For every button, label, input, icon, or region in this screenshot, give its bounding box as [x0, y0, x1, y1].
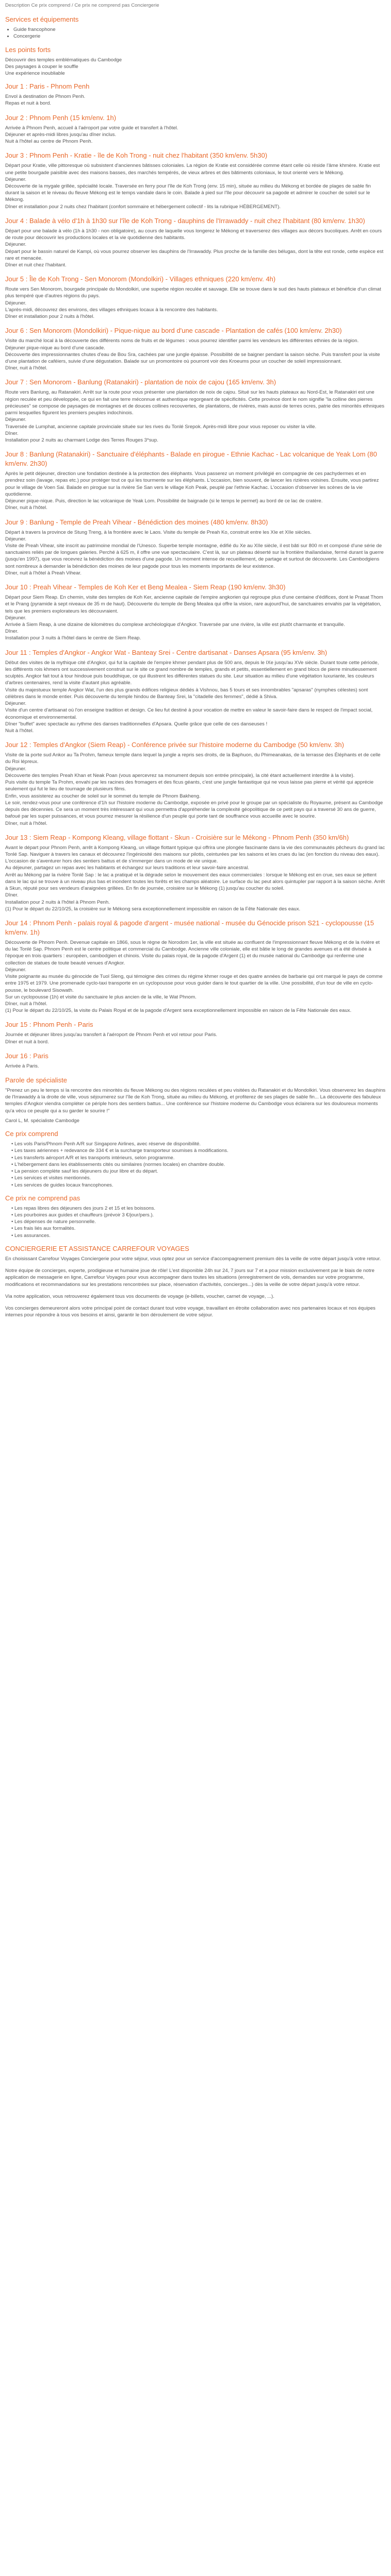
- day-text: Sur un cyclopousse (1h) et visite du sanctuaire le plus ancien de la ville, le Wat Phnom.: [5, 994, 197, 1000]
- day-text: Dîner.: [5, 892, 19, 899]
- includes-item: • L'hébergement dans les établissements cités ou similaires (normes locales) en chambre double.: [11, 1161, 386, 1168]
- itinerary-day: [5, 833, 386, 912]
- day-text: Route vers Sen Monorom, bourgade principale du Mondolkiri, une superbe région reculée et sauvage. Elle se trouve dans le sud des hauts plateaux et bénéficie d'un climat plus tempéré que d'autres régions du pays.: [5, 286, 381, 299]
- concierge-text: [5, 1256, 386, 1319]
- excludes-section: [5, 1194, 386, 1239]
- itinerary-day: [5, 518, 386, 577]
- day-text: (1) Pour le départ du 22/10/25, la croisière sur le Mékong sera exceptionnellement impossible en raison de la Fête Nationale des eaux.: [5, 906, 301, 912]
- day-title: Jour 15 : Phnom Penh - Paris: [5, 1021, 93, 1029]
- day-text: L'après-midi, découvrez des environs, des villages ethniques locaux à la rencontre des habitants.: [5, 307, 218, 313]
- day-title: Jour 5 : Île de Koh Trong - Sen Monorom (Mondolkiri) - Villages ethniques (220 km/env. 4h): [5, 275, 276, 283]
- highlight-line: Une expérience inoubliable: [5, 71, 65, 77]
- service-item: • Concergerie: [13, 33, 386, 40]
- day-text: Dîner.: [5, 629, 19, 635]
- day-text: Dîner, nuit à l'hôtel.: [5, 505, 47, 511]
- day-text: Arrivée à Paris.: [5, 1063, 39, 1069]
- excludes-item: • Les frais liés aux formalités.: [11, 1225, 386, 1232]
- day-text: Déjeuner.: [5, 242, 27, 248]
- itinerary-day: [5, 216, 386, 268]
- day-text: Découverte de Phnom Penh. Devenue capitale en 1866, sous le règne de Norodom 1er, la ville est située au confluent de l'impressionnant fleuve Mékong et de la rivière et du lac Tonlé Sap. Phnom Penh est le centre politique et commercial du Cambodge. Ancienne ville coloniale, elle est bâtie le long de grandes avenues et a été divisée à l'époque en trois quartiers : européen, cambodgien et chinois. Visite du palais royal, de la pagode d'Argent (1) et du musée national du Cambodge qui renferme une collection de statues de toute beauté venues d'Angkor.: [5, 939, 380, 966]
- specialist-quote: "Prenez un peu le temps si la rencontre des minorités du fleuve Mékong ou des régions reculées et peu visitées du Ratanakiri et du Mondolkiri. Vous observerez les dauphins de l'Irrawaddy à la droite de ville, vous séjournerez sur l'île de Koh Trong, située au milieu du Mékong, et profiterez de ses plages de sable fin... La découverte des fabuleux temples d'Angkor viendra compléter ce périple hors des sentiers battus... Une conférence sur l'histoire moderne du Cambodge vous éclairera sur les douloureux moments qu'a vécu ce peuple qui a su garder le sourire !": [5, 1088, 386, 1114]
- excludes-list: [11, 1205, 386, 1239]
- day-text: Le soir, rendez-vous pour une conférence d'1h sur l'histoire moderne du Cambodge, exposée en privé pour le groupe par un spécialiste du Royaume, présent au Cambodge depuis des décennies. Ce sera un moment très intéressant qui vous permettra d'appréhender la complexité géopolitique de ce petit pays qui a traversé 30 ans de guerre, bafoué par les super puissances, et vous pourrez mesurer la résilience d'un peuple qui porte tant de souffrance vous accueille avec le sourire.: [5, 800, 383, 820]
- includes-item: • Les vols Paris/Phnom Penh A/R sur Singapore Airlines, avec réserve de disponibilité.: [11, 1141, 386, 1147]
- highlight-line: Des paysages à couper le souffle: [5, 63, 78, 70]
- day-text: Journée et déjeuner libres jusqu'au transfert à l'aéroport de Phnom Penh et vol retour pour Paris.: [5, 1032, 218, 1038]
- day-title: Jour 1 : Paris - Phnom Penh: [5, 82, 90, 91]
- day-text: Déjeuner.: [5, 300, 27, 306]
- concierge-heading: CONCIERGERIE ET ASSISTANCE CARREFOUR VOYAGES: [5, 1244, 189, 1252]
- concierge-paragraph: Via notre application, vous retrouverez également tous vos documents de voyage (e-billets, voucher, carnet de voyage, ...).: [5, 1293, 274, 1299]
- day-text: Déjeuner.: [5, 536, 27, 542]
- day-text: Visite du marché local à la découverte des différents noms de fruits et de légumes : vous pourrez identifier parmi les vendeurs les différentes ethnies de la région.: [5, 338, 359, 344]
- day-text: Installation pour 2 nuits à l'hôtel à Phnom Penh.: [5, 899, 110, 905]
- day-title: Jour 4 : Balade à vélo d'1h à 1h30 sur l'île de Koh Trong - dauphins de l'Irrawaddy - nuit chez l'habitant (80 km/env. 1h30): [5, 216, 365, 225]
- day-text: Dîner et installation pour 2 nuits à l'hôtel.: [5, 314, 95, 320]
- tab-line: Description Ce prix comprend / Ce prix ne comprend pas Conciergerie: [5, 3, 159, 8]
- day-text: Déjeuner pique-nique. Puis, direction le lac volcanique de Yeak Lom. Possibilité de baignade (si le temps le permet) au bord de ce lac de cratère.: [5, 498, 323, 504]
- day-text: Dîner, nuit à l'hôtel.: [5, 365, 47, 371]
- services-heading: Services et équipements: [5, 15, 79, 24]
- includes-item: • Les taxes aériennes + redevance de 334 € et la surcharge transporteur soumises à modifications.: [11, 1147, 386, 1154]
- itinerary-day: [5, 1020, 386, 1045]
- day-text: Avant le départ pour Phnom Penh, arrêt à Kompong Kleang, un village flottant typique qui offrira une plongée fascinante dans la vie des communautés pêcheurs du grand lac Tonlé Sap. Naviguer à travers les canaux et découvrez l'ingéniosité des maisons sur pilotis, ceinturées par les saisons et les crues du lac (en fonction du niveau des eaux). L'occasion de s'aventurer hors des sentiers battus et de s'immerger dans un mode de vie unique.: [5, 844, 385, 865]
- itinerary-day: [5, 583, 386, 642]
- excludes-item: • Les pourboires aux guides et chauffeurs (prévoir 3 €/jour/pers.).: [11, 1212, 386, 1218]
- day-text: Découverte de la mygale grillée, spécialité locale. Traversée en ferry pour l'île de Koh Trong (env. 15 min), située au milieu du Mékong et bordée de plages de sable fin durant la saison et le niveau du fleuve Mékong est le temps vandale dans le coin. Balade à pied sur l'île pour découvrir sa pagode et admirer le coucher de soleil sur le Mékong.: [5, 183, 371, 203]
- day-text: Découverte des impressionnantes chutes d'eau de Bou Sra, cachées par une jungle épaisse. Possibilité de se baigner pendant la saison sèche. Puis transfert pour la visite d'une plantation de caféiers, suivie d'une dégustation. Balade sur un promontoire où pourront voir des Kroeums pour un coucher de soleil impressionnant.: [5, 351, 380, 364]
- services-section: [5, 15, 386, 40]
- itinerary-day: [5, 648, 386, 735]
- itinerary: [5, 82, 386, 1070]
- concierge-paragraph: Notre équipe de concierges, experte, prodigieuse et humaine joue de rôle! L'est disponible 24h sur 24, 7 jours sur 7 et a pour mission exclusivement par le biais de notre application de messagerie en ligne, Carrefour Voyages pour vous accompagner dans toutes les situations (enregistrement de vols, demandes sur votre programme, modifications et recommandations sur les prestations rencontrées sur place, réservation d'activités, concierges...) dès la veille de votre départ jusqu'à votre retour.: [5, 1268, 374, 1287]
- day-text: Route vers Banlung, au Ratanakiri. Arrêt sur la route pour vous présenter une plantation de noix de cajou. Situé sur les hauts plateaux au Nord-Est, le Ratanakiri est une région reculée et peu développée, ce qui en fait une terre méconnue et authentique regorgeant de spécificités. Cette province dont le nom signifie "la colline des pierres précieuses" se compose de paysages de montagnes et de douces collines recouvertes, de plantations, de rivières, mais aussi de terres ocres, patrie des minorités ethniques parmi lesquelles figurent les premiers peuples indochinois.: [5, 389, 385, 416]
- includes-item: • Les transferts aéroport A/R et les transports intérieurs, selon programme.: [11, 1155, 386, 1161]
- day-title: Jour 11 : Temples d'Angkor - Angkor Wat - Banteay Srei - Centre dartisanat - Danses Apsara (95 km/env. 3h): [5, 648, 328, 656]
- itinerary-day: [5, 919, 386, 1014]
- day-text: Dîner, nuit à l'hôtel.: [5, 1001, 47, 1007]
- day-text: Repas et nuit à bord.: [5, 100, 52, 107]
- day-text: (1) Pour le départ du 22/10/25, la visite du Palais Royal et de la pagode d'Argent sera exceptionnellement impossible en raison de la Fête Nationale des eaux.: [5, 1008, 352, 1014]
- concierge-section: [5, 1244, 386, 1319]
- includes-list: [11, 1141, 386, 1189]
- itinerary-day: [5, 450, 386, 511]
- specialist-signature: Carol L, M. spécialiste Cambodge: [5, 1117, 79, 1124]
- includes-item: • Les services et visites mentionnés.: [11, 1175, 386, 1181]
- service-item: • Guide francophone: [13, 26, 386, 33]
- day-text: Déjeuner.: [5, 176, 27, 182]
- day-text: Arrêt au Mékong par la rivière Tonlé Sap : le lac a pratiqué et la dégrade selon le mouvement des eaux commerciales : lorsque le Mékong est en crue, ses eaux se jettent dans le lac qui se trouve à un niveau plus bas et inondent toutes les forêts et les champs aléatoire. Le surface du lac peut alors quintupler par rapport à la saison sèche. Arrêt à Skun, réputé pour ses vendeurs d'araignées grillées. En fin de journée, croisière sur le Mékong (1) jusqu'au coucher du soleil.: [5, 872, 385, 892]
- day-title: Jour 16 : Paris: [5, 1052, 48, 1060]
- day-text: Dîner.: [5, 430, 19, 436]
- concierge-paragraph: Vos concierges demeureront alors votre principal point de contact durant tout votre voyage, travaillant en étroite collaboration avec nos partenaires locaux et nos équipes internes pour répondre à tous vos besoins et ainsi, garantir le bon déroulement de votre séjour.: [5, 1305, 376, 1318]
- day-text: Déjeuner.: [5, 615, 27, 621]
- day-text: Dîner et nuit à bord.: [5, 1039, 49, 1045]
- day-text: Visite d'un centre d'artisanat où l'on enseigne tradition et design. Ce lieu fut destiné à pour vocation de mettre en valeur le savoir-faire dans le respect de l'impact social, économique et environnemental.: [5, 707, 373, 720]
- day-text: Après le petit déjeuner, direction une fondation destinée à la protection des éléphants. Vous passerez un moment privilégié en compagnie de ces pachydermes et en prendrez soin (lavage, repas etc.) pour protéger tout ce qui les tourmente sur les éléphants. L'occasion, bien souvent, de lancer les rizières voisines. Ensuite, vous partirez pour le village de Voen Sai. Balade en pirogue sur la rivière Se San vers le village Koh Peak, peuplé par l'ethnie Kachac. L'occasion d'observer les scènes de la vie quotidienne.: [5, 471, 379, 497]
- day-text: Installation pour 2 nuits au charmant Lodge des Terres Rouges 3*sup.: [5, 437, 158, 444]
- day-text: Déjeuner.: [5, 967, 27, 973]
- day-text: Visite du majestueux temple Angkor Wat, l'un des plus grands édifices religieux dédiés à Vishnou, bas 5 tours et ses innombrables "apsaras" (nymphes célestes) sont célèbres dans le monde entier. Puis découverte du temple hindou de Banteay Srei, la "citadelle des femmes", dédié à Shiva.: [5, 687, 368, 700]
- day-text: Dîner et installation pour 2 nuits chez l'habitant (confort sommaire et hébergement collectif - lits la rubrique HÉBERGEMENT).: [5, 204, 281, 210]
- includes-heading: Ce prix comprend: [5, 1130, 58, 1138]
- day-text: Traversée de Lumphat, ancienne capitale provinciale située sur les rives du Tonlé Srepok. Après-midi libre pour vous reposer ou visiter la ville.: [5, 423, 317, 430]
- itinerary-day: [5, 151, 386, 210]
- itinerary-day: [5, 82, 386, 107]
- day-text: Arrivée à Phnom Penh, accueil à l'aéroport par votre guide et transfert à l'hôtel.: [5, 125, 178, 131]
- day-text: Départ pour le bassin naturel de Kampi, où vous pourrez observer les dauphins de l'Irrawaddy. Plus proche de la famille des bélugas, dont la tête est ronde, cette espèce est rare et menacée.: [5, 248, 384, 261]
- specialist-heading: Parole de spécialiste: [5, 1076, 67, 1084]
- day-text: Visite poignante au musée du génocide de Tuol Sleng, qui témoigne des crimes du régime khmer rouge et des quatre années de barbarie qui ont marqué le pays de comme entre 1975 et 1979. Une promenade cyclo-taxi transporte en un cyclopousse pour vous guider dans le tout quartier de la ville. Une possibilité, d'un tour de ville en cyclo-pousse, le boulevard Sisowath.: [5, 974, 383, 993]
- day-text: Déjeuner pique-nique au bord d'une cascade.: [5, 345, 105, 351]
- itinerary-day: [5, 1052, 386, 1070]
- day-text: Enfin, vous assisterez au coucher de soleil sur le sommet du temple de Phnom Bakheng.: [5, 793, 201, 799]
- day-text: Dîner, nuit à l'hôtel.: [5, 820, 47, 826]
- day-text: Départ pour Kratie, ville pittoresque où subsistent d'anciennes bâtisses coloniales. La région de Kratie est considérée comme étant celle où réside l'âme khmère. Kratie est une petite bourgade paisible avec des maisons basses, des marchés tempérés, de vieux arbres et des bâtiments coloniaux, le tout orienté vers le Mékong.: [5, 163, 380, 176]
- day-text: Déjeuner.: [5, 766, 27, 772]
- day-text: Départ à travers la province de Stung Treng, à la frontière avec le Laos. Visite du temple de Preah Ko, construit entre les XIe et XIIe siècles.: [5, 529, 312, 535]
- day-text: Visite de Preah Vihear, site inscrit au patrimoine mondial de l'Unesco. Superbe temple montagne, édifié du Xe au XIIe siècle, il est bâti sur 800 m et composé d'une série de sanctuaires reliés par de longues galeries. Perché à 625 m, il offre une vue spectaculaire. C'est là, sur un plateau déserté sur la frontière thaïlandaise, fermé durant la guerre (jusqu'en 1997), que vous recevrez la bénédiction des moines d'une pagode. Un moment intense de recueillement, de partage et surtout de découverte. Les Cambodgiens sont nombreux à demander la bénédiction des moines de leur pagode pour tous les moments importants de leur existence.: [5, 543, 384, 569]
- day-text: Nuit à l'hôtel au centre de Phnom Penh.: [5, 139, 93, 145]
- day-text: Au déjeuner, partagez un repas avec les habitants et échangez sur leurs traditions et leur savoir-faire ancestral.: [5, 865, 250, 871]
- itinerary-day: [5, 326, 386, 371]
- day-text: Puis visite du temple Ta Prohm, envahi par les racines des fromagers et des ficus géants, c'est une jungle fantastique qui ne vous laisse pas pierre et vérité qui apprécie seulement qui fut le lieu de tournage de plusieurs films.: [5, 779, 374, 792]
- day-title: Jour 6 : Sen Monorom (Mondolkiri) - Pique-nique au bord d'une cascade - Plantation de cafés (100 km/env. 2h30): [5, 327, 342, 335]
- day-text: Départ pour Siem Reap. En chemin, visite des temples de Koh Ker, ancienne capitale de l'empire angkorien qui regroupe plus d'une centaine d'édifices, dont le Prasat Thom et le Prang (pyramide à sept niveaux de 35 m de haut). Découverte du temple de Beng Mealea qui offre la vision, rare aujourd'hui, de sanctuaires envahis par la végétation, tels que les premiers explorateurs les découvraient.: [5, 595, 383, 614]
- day-title: Jour 9 : Banlung - Temple de Preah Vihear - Bénédiction des moines (480 km/env. 8h30): [5, 518, 268, 526]
- day-text: Découverte des temples Preah Khan et Neak Poan (vous apercevrez sa monument depuis son entrée principale), la cité étant actuellement interdite à la visite).: [5, 772, 355, 778]
- day-text: Visite de la porte sud Ankor au Ta Prohm, fameux temple dans lequel la jungle a repris ses droits, de la Baphuon, du Phimeanakas, de la terrasse des Éléphants et de celle du Roi lépreux.: [5, 752, 381, 765]
- includes-section: [5, 1129, 386, 1189]
- day-text: Départ pour une balade à vélo (1h à 1h30 - non obligatoire), au cours de laquelle vous longerez le Mékong et traverserez des villages aux décors bucoliques. Arrêt en cours de route pour découvrir les productions locales et la vie quotidienne des habitants.: [5, 228, 382, 241]
- day-text: Déjeuner.: [5, 701, 27, 707]
- day-text: Installation pour 3 nuits à l'hôtel dans le centre de Siem Reap.: [5, 635, 141, 641]
- day-text: Déjeuner.: [5, 417, 27, 423]
- day-title: Jour 14 : Phnom Penh - palais royal & pagode d'argent - musée national - musée du Génocide prison S21 - cyclopousse (15 km/env. 1h): [5, 919, 374, 936]
- day-title: Jour 8 : Banlung (Ratanakiri) - Sanctuaire d'éléphants - Balade en pirogue - Ethnie Kachac - Lac volcanique de Yeak Lom (80 km/env. 2h30): [5, 450, 377, 468]
- specialist-section: [5, 1076, 386, 1124]
- highlights-section: [5, 45, 386, 77]
- includes-item: • Les services de guides locaux francophones.: [11, 1182, 386, 1189]
- highlights-heading: Les points forts: [5, 45, 51, 54]
- day-text: Envol à destination de Phnom Penh.: [5, 94, 86, 100]
- day-text: Dîner "buffet" avec spectacle au rythme des danses traditionnelles d'Apsara. Quelle grâce que celle de ces danseuses !: [5, 721, 268, 727]
- day-title: Jour 7 : Sen Monorom - Banlung (Ratanakiri) - plantation de noix de cajou (165 km/env. 3h): [5, 378, 276, 386]
- excludes-item: • Les repas libres des déjeuners des jours 2 et 15 et les boissons.: [11, 1205, 386, 1212]
- day-title: Jour 2 : Phnom Penh (15 km/env. 1h): [5, 113, 117, 122]
- day-title: Jour 10 : Preah Vihear - Temples de Koh Ker et Beng Mealea - Siem Reap (190 km/env. 3h30): [5, 583, 286, 591]
- itinerary-day: [5, 740, 386, 827]
- day-title: Jour 12 : Temples d'Angkor (Siem Reap) - Conférence privée sur l'histoire moderne du Cambodge (50 km/env. 3h): [5, 741, 344, 749]
- excludes-item: • Les assurances.: [11, 1232, 386, 1239]
- day-title: Jour 3 : Phnom Penh - Kratie - île de Koh Trong - nuit chez l'habitant (350 km/env. 5h30): [5, 151, 268, 160]
- day-text: Déjeuner et après-midi libres jusqu'au dîner inclus.: [5, 131, 117, 138]
- day-text: Dîner, nuit à l'hôtel à Preah Vihear.: [5, 570, 82, 576]
- includes-item: • La pension complète sauf les déjeuners du jour libre et du départ.: [11, 1168, 386, 1175]
- excludes-item: • Les dépenses de nature personnelle.: [11, 1218, 386, 1225]
- day-title: Jour 13 : Siem Reap - Kompong Kleang, village flottant - Skun - Croisière sur le Mékong - Phnom Penh (350 km/6h): [5, 833, 349, 841]
- itinerary-day: [5, 275, 386, 320]
- day-text: Arrivée à Siem Reap, à une dizaine de kilomètres du complexe archéologique d'Angkor. Traversée par une rivière, la ville est plutôt charmante et tranquille.: [5, 622, 345, 628]
- highlight-line: Découvrir des temples emblématiques du Cambodge: [5, 57, 122, 63]
- day-text: Nuit à l'hôtel.: [5, 728, 34, 734]
- itinerary-day: [5, 378, 386, 444]
- day-text: Dîner et nuit chez l'habitant.: [5, 262, 67, 268]
- day-text: Début des visites de la mythique cité d'Angkor, qui fut la capitale de l'empire khmer pendant plus de 500 ans, depuis le IXe jusqu'au XVe siècle. Durant toute cette période, les différents rois khmers ont successivement construit sur le site ce grand nombre de temples, grands et petits, essentiellement en grand blocs de pierre minutieusement sculptés. Angkor fait tout à tour hindoue puis bouddhique, ce qui illustrent les différentes statues du site. Leur situation au milieu d'une végétation luxuriante, les couleurs d'arbres centenaires, rend la visite d'autant plus agréable.: [5, 659, 379, 686]
- excludes-heading: Ce prix ne comprend pas: [5, 1194, 80, 1202]
- concierge-paragraph: En choisissant Carrefour Voyages Conciergerie pour votre séjour, vous optez pour un service d'accompagnement premium dès la veille de votre départ jusqu'à votre retour.: [5, 1256, 381, 1262]
- itinerary-day: [5, 113, 386, 145]
